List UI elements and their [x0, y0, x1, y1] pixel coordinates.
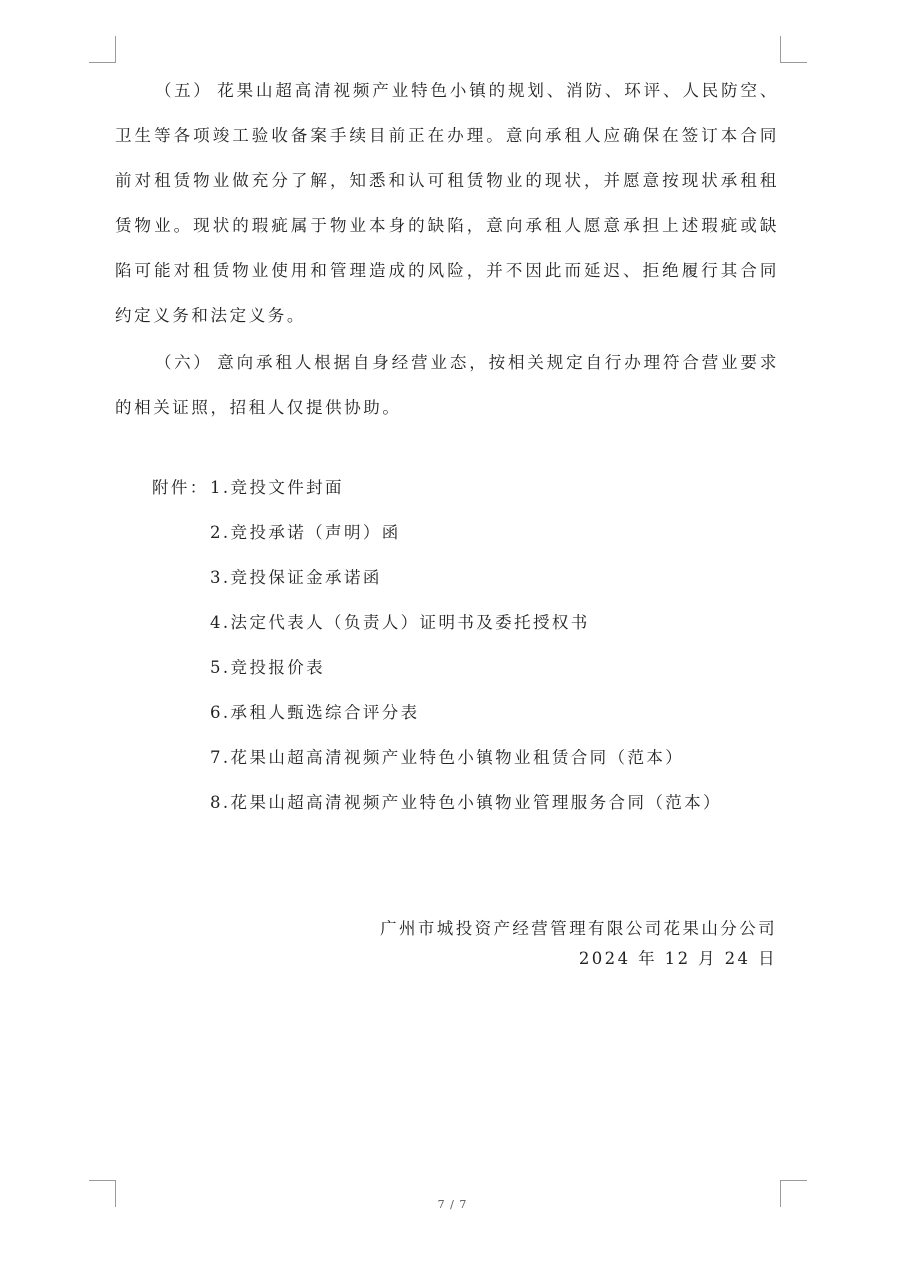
- signature-block: [380, 914, 777, 974]
- list-item: 7.花果山超高清视频产业特色小镇物业租赁合同（范本）: [210, 748, 685, 767]
- attachments-label: 附件：: [152, 478, 209, 497]
- paragraph-text: 花果山超高清视频产业特色小镇的规划、消防、环评、人民防空、卫生等各项竣工验收备案手续目前正在办理。意向承租人应确保在签订本合同前对租赁物业做充分了解，知悉和认可租赁物业的现状，并愿意按现状承租租赁物业。现状的瑕疵属于物业本身的缺陷，意向承租人愿意承担上述瑕疵或缺陷可能对租赁物业使用和管理造成的风险，并不因此而延迟、拒绝履行其合同约定义务和法定义务。: [115, 81, 779, 325]
- list-item: 6.承租人甄选综合评分表: [210, 703, 420, 722]
- list-item: 8.花果山超高清视频产业特色小镇物业管理服务合同（范本）: [210, 793, 722, 812]
- list-item: 4.法定代表人（负责人）证明书及委托授权书: [210, 613, 590, 632]
- paragraph-number: （六）: [155, 353, 213, 372]
- list-item: 3.竞投保证金承诺函: [210, 568, 382, 587]
- attachments-list: [152, 465, 722, 825]
- list-item: 5.竞投报价表: [210, 658, 326, 677]
- list-item: [152, 465, 722, 510]
- signature-date: 2024 年 12 月 24 日: [578, 949, 777, 968]
- paragraph-number: （五）: [155, 81, 213, 100]
- paragraph-text: 意向承租人根据自身经营业态，按相关规定自行办理符合营业要求的相关证照，招租人仅提供协助。: [115, 353, 779, 417]
- attachment-item: 1.竞投文件封面: [210, 478, 344, 497]
- list-item: 2.竞投承诺（声明）函: [210, 523, 401, 542]
- crop-mark-top-right: [780, 36, 807, 63]
- paragraph-five: [115, 68, 779, 338]
- page-number: 7 / 7: [437, 1198, 468, 1211]
- crop-mark-top-left: [89, 36, 116, 63]
- paragraph-six: [115, 340, 779, 430]
- company-name: 广州市城投资产经营管理有限公司花果山分公司: [380, 919, 777, 938]
